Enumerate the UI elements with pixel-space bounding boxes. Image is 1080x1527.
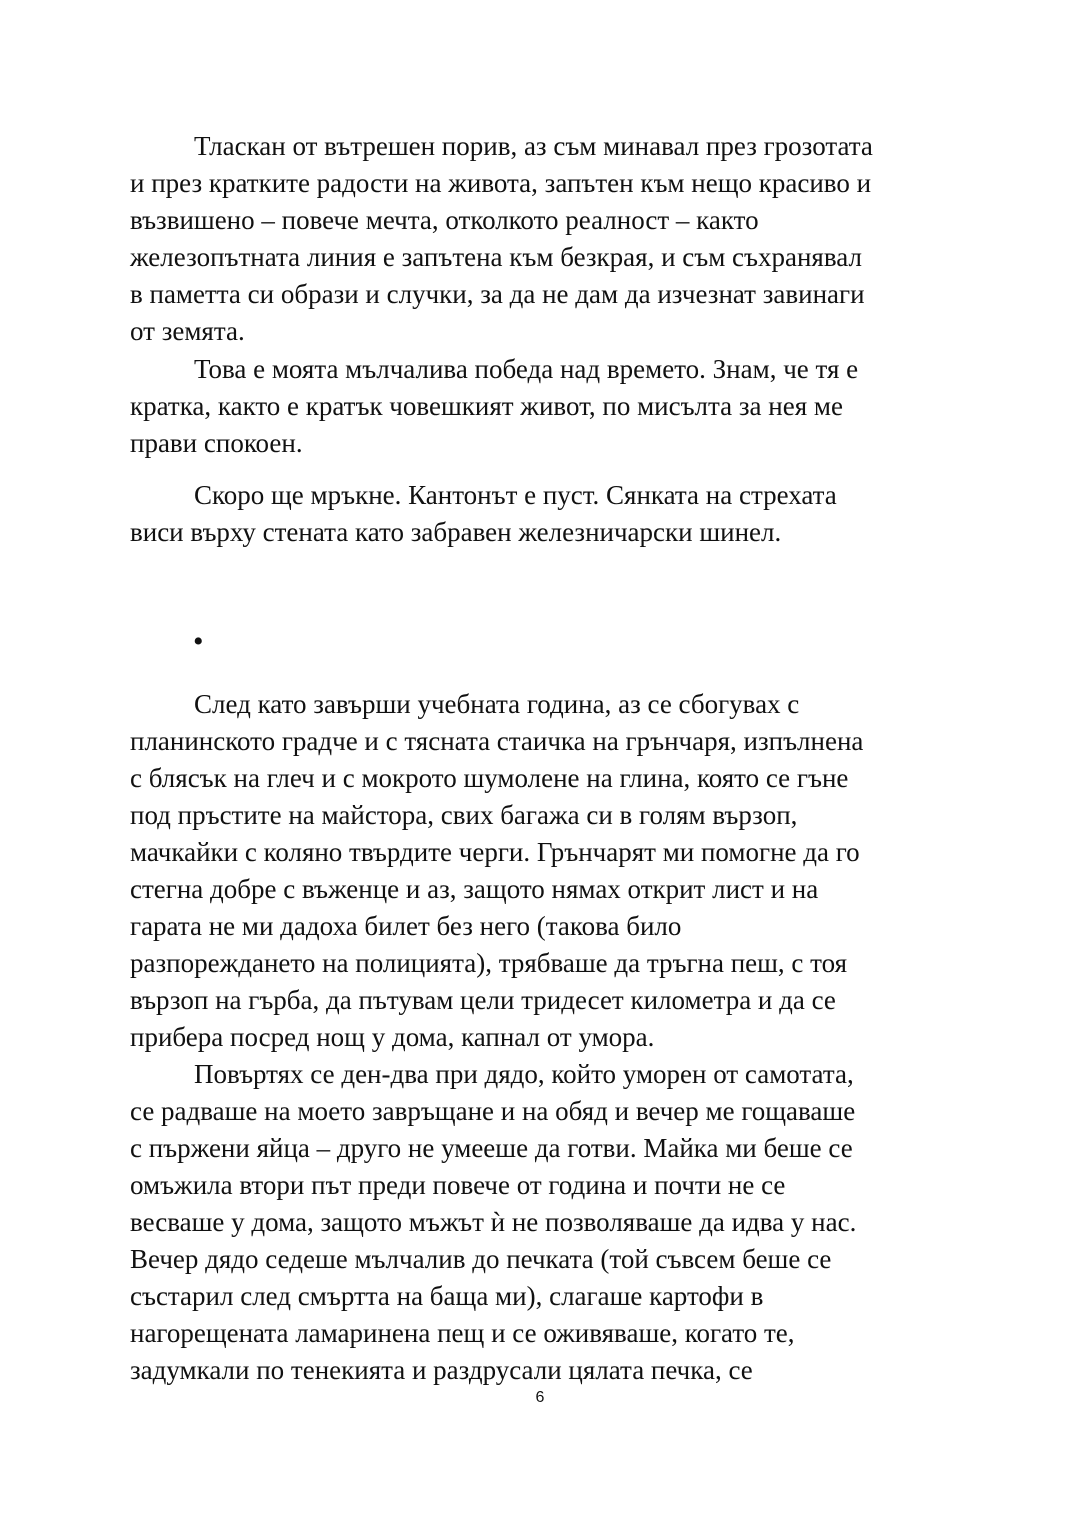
text-line: прави спокоен. — [130, 428, 303, 458]
text-line: стегна добре с въженце и аз, защото нямах открит лист и на — [130, 874, 819, 904]
text-line: виси върху стената като забравен железничарски шинел. — [130, 517, 782, 547]
paragraph-3 — [130, 477, 960, 551]
text-line: прибера посред нощ у дома, капнал от умора. — [130, 1022, 655, 1052]
text-line: мачкайки с коляно твърдите черги. Грънчарят ми помогне да го — [130, 837, 860, 867]
paragraph-1 — [130, 128, 960, 350]
paragraph-5 — [130, 1056, 960, 1389]
text-line: Повъртях се ден-два при дядо, който уморен от самотата, — [194, 1059, 854, 1089]
text-line: планинското градче и с тясната стаичка на грънчаря, изпълнена — [130, 726, 864, 756]
text-line: разпореждането на полицията), трябваше да тръгна пеш, с тоя — [130, 948, 848, 978]
text-line: весваше у дома, защото мъжът ѝ не позволяваше да идва у нас. — [130, 1207, 857, 1237]
text-line: Вечер дядо седеше мълчалив до печката (той съвсем беше се — [130, 1244, 832, 1274]
paragraph-4 — [130, 686, 960, 1056]
text-line: нагорещената ламаринена пещ и се оживяваше, когато те, — [130, 1318, 795, 1348]
text-line: под пръстите на майстора, свих багажа си в голям вързоп, — [130, 800, 798, 830]
text-line: Това е моята мълчалива победа над времето. Знам, че тя е — [194, 354, 859, 384]
text-line: възвишено – повече мечта, отколкото реалност – както — [130, 205, 759, 235]
text-line: от земята. — [130, 316, 245, 346]
text-line: се радваше на моето завръщане и на обяд и вечер ме гощаваше — [130, 1096, 856, 1126]
text-line: Тласкан от вътрешен порив, аз съм минавал през грозотата — [194, 131, 873, 161]
text-line: с блясък на глеч и с мокрото шумолене на глина, която се гъне — [130, 763, 849, 793]
text-line: в паметта си образи и случки, за да не дам да изчезнат завинаги — [130, 279, 865, 309]
text-line: гарата не ми дадоха билет без него (такова било — [130, 911, 682, 941]
text-line: състарил след смъртта на баща ми), слагаше картофи в — [130, 1281, 764, 1311]
text-line: железопътната линия е запътена към безкрая, и съм съхранявал — [130, 242, 862, 272]
paragraph-2 — [130, 351, 960, 462]
text-line: задумкали по тенекията и раздрусали цялата печка, се — [130, 1355, 753, 1385]
text-line: с пържени яйца – друго не умееше да готви. Майка ми беше се — [130, 1133, 853, 1163]
text-line: вързоп на гърба, да пътувам цели тридесет километра и да се — [130, 985, 836, 1015]
page-number: 6 — [535, 1389, 545, 1406]
text-line: и през кратките радости на живота, запътен към нещо красиво и — [130, 168, 872, 198]
text-line: кратка, както е кратък човешкият живот, по мисълта за нея ме — [130, 391, 843, 421]
text-line: омъжила втори път преди повече от година и почти не се — [130, 1170, 786, 1200]
text-line: Скоро ще мръкне. Кантонът е пуст. Сянката на стрехата — [194, 480, 837, 510]
section-separator-bullet: • — [193, 625, 204, 658]
text-line: След като завърши учебната година, аз се сбогувах с — [194, 689, 800, 719]
